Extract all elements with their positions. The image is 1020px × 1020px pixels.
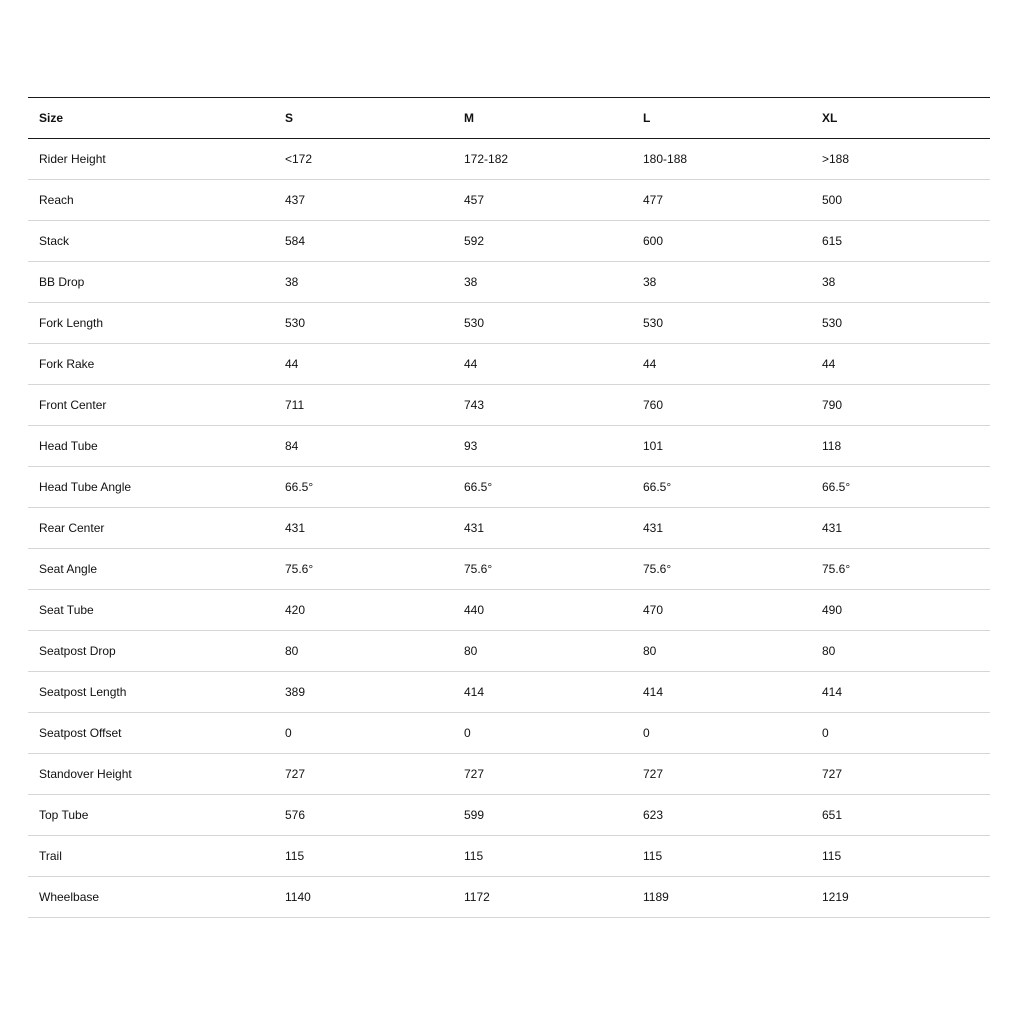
row-label: BB Drop [39, 275, 85, 289]
cell-l: 760 [643, 398, 664, 412]
cell-m: 75.6° [464, 562, 493, 576]
cell-s: 727 [285, 767, 306, 781]
cell-m: 431 [464, 521, 485, 535]
cell-l: 38 [643, 275, 657, 289]
table-row [28, 713, 990, 754]
cell-m: 530 [464, 316, 485, 330]
cell-xl: 118 [822, 439, 842, 453]
cell-l: 470 [643, 603, 664, 617]
table-row [28, 262, 990, 303]
cell-m: 44 [464, 357, 478, 371]
header-m: M [464, 111, 474, 125]
cell-xl: 727 [822, 767, 843, 781]
cell-l: 530 [643, 316, 664, 330]
cell-s: 115 [285, 849, 305, 863]
geometry-table-body [28, 139, 990, 918]
cell-xl: 651 [822, 808, 843, 822]
cell-s: 431 [285, 521, 306, 535]
cell-l: 66.5° [643, 480, 672, 494]
cell-s: 420 [285, 603, 306, 617]
table-row [28, 221, 990, 262]
cell-m: 1172 [464, 890, 490, 904]
header-s: S [285, 111, 294, 125]
cell-s: 66.5° [285, 480, 314, 494]
cell-xl: 431 [822, 521, 843, 535]
header-xl: XL [822, 111, 838, 125]
cell-xl: 44 [822, 357, 836, 371]
row-label: Reach [39, 193, 74, 207]
table-row [28, 754, 990, 795]
cell-xl: 1219 [822, 890, 849, 904]
cell-s: 0 [285, 726, 292, 740]
cell-xl: 115 [822, 849, 842, 863]
cell-s: <172 [285, 152, 313, 166]
row-label: Seatpost Length [39, 685, 127, 699]
cell-m: 457 [464, 193, 485, 207]
row-label: Seatpost Drop [39, 644, 116, 658]
table-row [28, 467, 990, 508]
cell-l: 1189 [643, 890, 669, 904]
cell-s: 1140 [285, 890, 311, 904]
cell-m: 727 [464, 767, 485, 781]
cell-xl: >188 [822, 152, 850, 166]
cell-m: 414 [464, 685, 485, 699]
table-row [28, 303, 990, 344]
cell-m: 599 [464, 808, 485, 822]
cell-l: 600 [643, 234, 664, 248]
cell-s: 80 [285, 644, 299, 658]
cell-l: 101 [643, 439, 664, 453]
cell-l: 414 [643, 685, 664, 699]
cell-xl: 500 [822, 193, 843, 207]
row-label: Seat Angle [39, 562, 98, 576]
table-row [28, 426, 990, 467]
cell-m: 66.5° [464, 480, 493, 494]
cell-s: 584 [285, 234, 306, 248]
row-label: Standover Height [39, 767, 132, 781]
cell-xl: 75.6° [822, 562, 851, 576]
row-label: Seat Tube [39, 603, 94, 617]
table-row [28, 590, 990, 631]
cell-xl: 0 [822, 726, 829, 740]
cell-l: 75.6° [643, 562, 672, 576]
cell-l: 115 [643, 849, 663, 863]
row-label: Fork Rake [39, 357, 95, 371]
geometry-table-header [28, 98, 990, 139]
cell-xl: 414 [822, 685, 843, 699]
header-row [28, 98, 990, 139]
geometry-table [28, 97, 990, 918]
table-row [28, 139, 990, 180]
header-size: Size [39, 111, 64, 125]
cell-xl: 66.5° [822, 480, 851, 494]
table-row [28, 836, 990, 877]
cell-s: 75.6° [285, 562, 314, 576]
row-label: Top Tube [39, 808, 89, 822]
cell-xl: 490 [822, 603, 843, 617]
cell-m: 440 [464, 603, 485, 617]
cell-s: 389 [285, 685, 306, 699]
cell-xl: 80 [822, 644, 836, 658]
table-row [28, 385, 990, 426]
row-label: Trail [39, 849, 62, 863]
row-label: Head Tube Angle [39, 480, 132, 494]
row-label: Wheelbase [39, 890, 100, 904]
cell-m: 80 [464, 644, 478, 658]
cell-xl: 615 [822, 234, 843, 248]
cell-s: 711 [285, 398, 305, 412]
cell-l: 623 [643, 808, 664, 822]
table-row [28, 631, 990, 672]
table-row [28, 549, 990, 590]
table-row [28, 877, 990, 918]
cell-m: 0 [464, 726, 471, 740]
cell-l: 80 [643, 644, 657, 658]
cell-xl: 530 [822, 316, 843, 330]
cell-l: 727 [643, 767, 664, 781]
cell-l: 431 [643, 521, 664, 535]
table-row [28, 508, 990, 549]
cell-s: 44 [285, 357, 299, 371]
cell-s: 576 [285, 808, 306, 822]
header-l: L [643, 111, 651, 125]
row-label: Fork Length [39, 316, 104, 330]
row-label: Stack [39, 234, 70, 248]
table-row [28, 180, 990, 221]
cell-s: 530 [285, 316, 306, 330]
cell-m: 115 [464, 849, 484, 863]
table-row [28, 795, 990, 836]
cell-m: 93 [464, 439, 478, 453]
row-label: Seatpost Offset [39, 726, 122, 740]
cell-m: 172-182 [464, 152, 509, 166]
cell-s: 84 [285, 439, 299, 453]
cell-m: 592 [464, 234, 485, 248]
cell-l: 44 [643, 357, 657, 371]
cell-l: 180-188 [643, 152, 688, 166]
cell-s: 437 [285, 193, 306, 207]
row-label: Head Tube [39, 439, 98, 453]
cell-xl: 790 [822, 398, 843, 412]
row-label: Front Center [39, 398, 107, 412]
cell-xl: 38 [822, 275, 836, 289]
cell-m: 743 [464, 398, 485, 412]
cell-l: 0 [643, 726, 650, 740]
row-label: Rear Center [39, 521, 105, 535]
table-row [28, 344, 990, 385]
cell-s: 38 [285, 275, 299, 289]
cell-m: 38 [464, 275, 478, 289]
cell-l: 477 [643, 193, 664, 207]
row-label: Rider Height [39, 152, 106, 166]
table-row [28, 672, 990, 713]
